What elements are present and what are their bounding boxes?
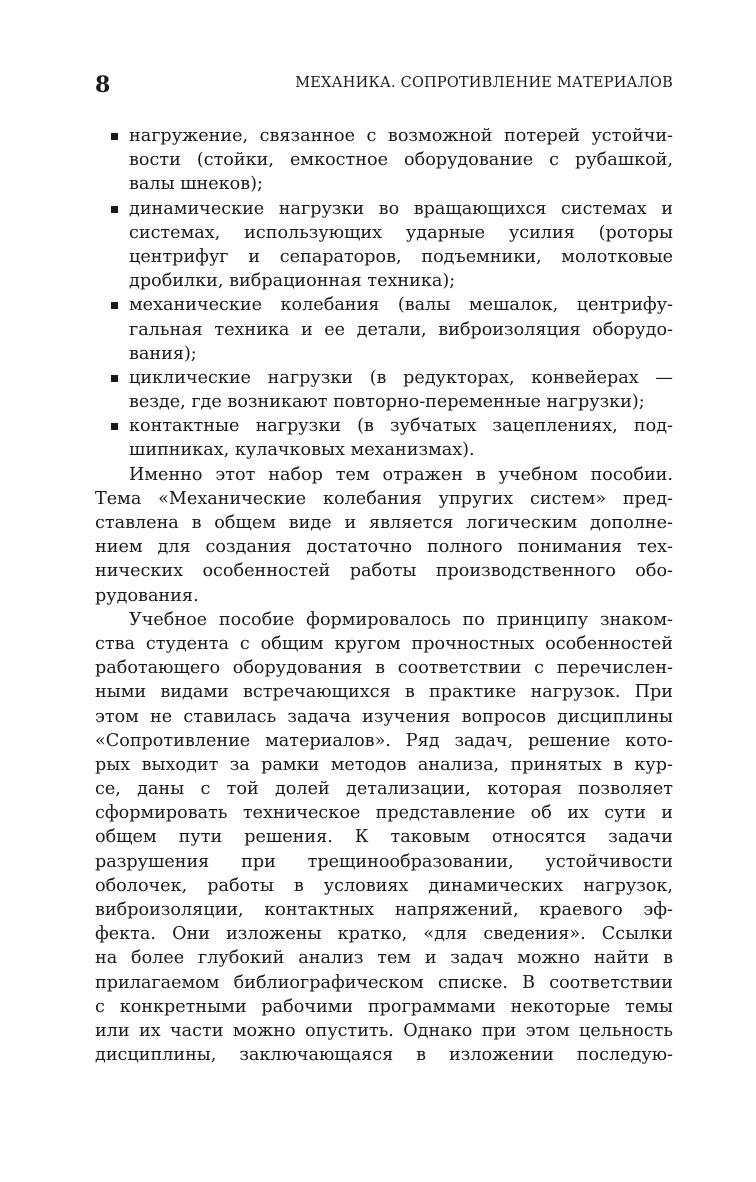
list-item-line: везде, где возникают повторно-переменные нагрузки);	[129, 392, 645, 413]
page-header	[95, 72, 673, 102]
list-item-line: контактные нагрузки (в зубчатых зацеплениях, под-	[95, 414, 673, 438]
list-item-line: динамические нагрузки во вращающихся системах и	[95, 197, 673, 221]
list-item-line: валы шнеков);	[129, 174, 263, 195]
bullet-marker-icon	[111, 133, 118, 140]
paragraph-line: прилагаемом библиографическом списке. В соответствии	[95, 972, 673, 993]
list-item-line: дробилки, вибрационная техника);	[129, 271, 456, 292]
paragraph-line: с конкретными рабочими программами некоторые темы	[95, 996, 673, 1017]
paragraph-line: Тема «Механические колебания упругих систем» пред-	[95, 488, 673, 509]
list-item-line: системах, использующих ударные усилия (роторы	[129, 222, 673, 243]
paragraph-line: фекта. Они изложены кратко, «для сведения». Ссылки	[95, 924, 673, 945]
list-item-line: центрифуг и сепараторов, подъемники, молотковые	[129, 246, 673, 267]
list-item-line: гальная техника и ее детали, виброизоляция оборудо-	[129, 319, 673, 340]
paragraph-line: этом не ставилась задача изучения вопросов дисциплины	[95, 706, 673, 727]
page-number: 8	[95, 72, 111, 98]
body-text	[95, 124, 673, 1067]
paragraph-line: нием для создания достаточно полного понимания тех-	[95, 537, 673, 558]
paragraph-line: ства студента с общим кругом прочностных особенностей	[95, 633, 673, 654]
paragraph-line: виброизоляции, контактных напряжений, краевого эф-	[95, 900, 673, 920]
list-item-line: нагружение, связанное с возможной потерей устойчи-	[95, 124, 673, 148]
paragraph-line: Именно этот набор тем отражен в учебном пособии.	[129, 464, 673, 485]
paragraph-line: дисциплины, заключающаяся в изложении последую-	[95, 1045, 673, 1066]
list-item-line: шипниках, кулачковых механизмах).	[129, 440, 475, 461]
bullet-marker-icon	[111, 375, 118, 382]
paragraph-line: Учебное пособие формировалось по принципу знаком-	[129, 609, 673, 630]
list-item-line: циклические нагрузки (в редукторах, конвейерах —	[95, 366, 673, 390]
paragraph-line: се, даны с той долей детализации, которая позволяет	[95, 779, 673, 800]
paragraph-line: на более глубокий анализ тем и задач можно найти в	[95, 948, 673, 969]
paragraph-line: ставлена в общем виде и является логическим дополне-	[95, 513, 673, 533]
paragraph-line: оболочек, работы в условиях динамических нагрузок,	[95, 875, 673, 896]
paragraph-line: сформировать техническое представление об их сути и	[95, 803, 673, 824]
paragraph-line: общем пути решения. К таковым относятся задачи	[95, 827, 673, 848]
paragraph-line: работающего оборудования в соответствии с перечислен-	[95, 658, 673, 679]
list-item-line: механические колебания (валы мешалок, центрифу-	[95, 293, 673, 317]
bullet-marker-icon	[111, 302, 118, 309]
paragraph-line: нических особенностей работы производственного обо-	[95, 561, 673, 582]
paragraph-line: разрушения при трещинообразовании, устойчивости	[95, 851, 673, 872]
paragraph-line: рых выходит за рамки методов анализа, принятых в кур-	[95, 754, 673, 775]
paragraph-line: или их части можно опустить. Однако при этом цельность	[95, 1020, 673, 1041]
paragraph-line: ными видами встречающихся в практике нагрузок. При	[95, 682, 673, 703]
running-title: МЕХАНИКА. СОПРОТИВЛЕНИЕ МАТЕРИАЛОВ	[295, 75, 673, 91]
bullet-marker-icon	[111, 206, 118, 213]
paragraph-line: рудования.	[95, 585, 199, 606]
bullet-marker-icon	[111, 423, 118, 430]
list-item-line: вания);	[129, 343, 197, 364]
paragraph-line: «Сопротивление материалов». Ряд задач, решение кото-	[95, 730, 673, 751]
list-item-line: вости (стойки, емкостное оборудование с рубашкой,	[129, 150, 673, 171]
